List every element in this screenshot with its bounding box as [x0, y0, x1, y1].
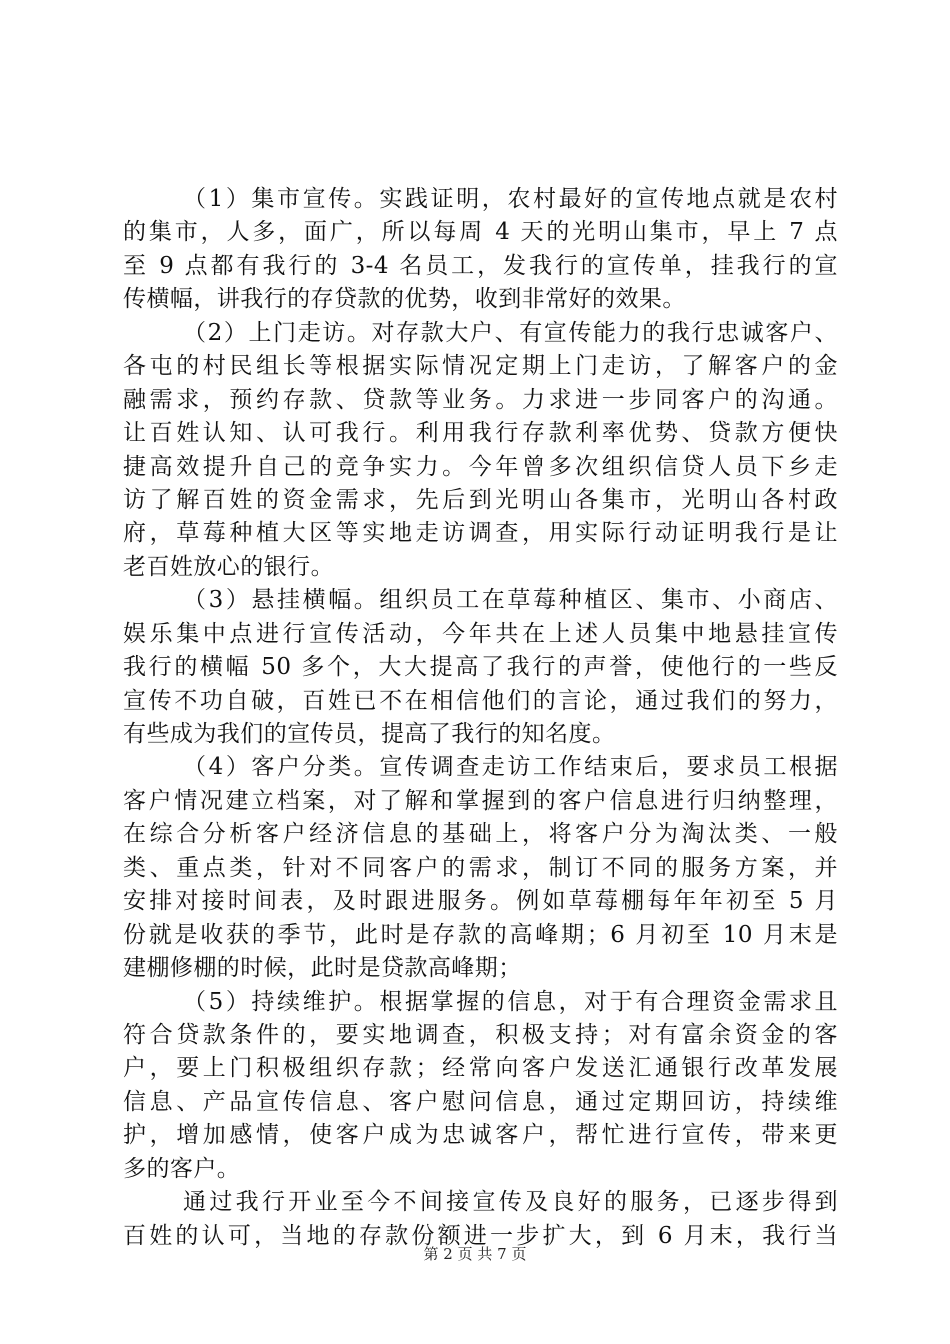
paragraph-5-line-2: 符合贷款条件的，要实地调查，积极支持；对有富余资金的客	[123, 1021, 838, 1048]
paragraph-2-line-5: 捷高效提升自己的竞争实力。今年曾多次组织信贷人员下乡走	[123, 453, 838, 480]
paragraph-5-line-4: 信息、产品宣传信息、客户慰问信息，通过定期回访，持续维	[123, 1088, 838, 1115]
paragraph-2-line-8: 老百姓放心的银行。	[123, 553, 335, 580]
paragraph-6-line-2: 百姓的认可，当地的存款份额进一步扩大，到 6 月末，我行当	[123, 1222, 838, 1249]
paragraph-2-line-7: 府，草莓种植大区等实地走访调查，用实际行动证明我行是让	[123, 520, 838, 547]
paragraph-3-line-4: 宣传不功自破，百姓已不在相信他们的言论，通过我们的努力，	[123, 687, 838, 714]
paragraph-3-line-5: 有些成为我们的宣传员，提高了我行的知名度。	[123, 721, 616, 747]
paragraph-4-line-4: 类、重点类，针对不同客户的需求，制订不同的服务方案，并	[123, 854, 838, 881]
paragraph-2-line-6: 访了解百姓的资金需求，先后到光明山各集市，光明山各村政	[123, 486, 838, 513]
paragraph-4-line-2: 客户情况建立档案，对了解和掌握到的客户信息进行归纳整理，	[123, 787, 838, 814]
paragraph-4-line-7: 建棚修棚的时候，此时是贷款高峰期；	[123, 955, 522, 982]
paragraph-4-line-3: 在综合分析客户经济信息的基础上，将客户分为淘汰类、一般	[123, 821, 838, 848]
paragraph-3-line-1: （3）悬挂横幅。组织员工在草莓种植区、集市、小商店、	[183, 587, 838, 614]
paragraph-5-line-3: 户，要上门积极组织存款；经常向客户发送汇通银行改革发展	[123, 1055, 838, 1082]
paragraph-2-line-2: 各屯的村民组长等根据实际情况定期上门走访，了解客户的金	[123, 353, 838, 380]
page-footer: 第 2 页 共 7 页	[423, 1245, 527, 1263]
paragraph-5-line-5: 护，增加感情，使客户成为忠诚客户，帮忙进行宣传，带来更	[123, 1122, 838, 1149]
paragraph-5-line-1: （5）持续维护。根据掌握的信息，对于有合理资金需求且	[183, 988, 838, 1015]
document-body	[123, 183, 838, 1253]
paragraph-1-line-4: 传横幅，讲我行的存贷款的优势，收到非常好的效果。	[123, 286, 686, 313]
paragraph-4-line-5: 安排对接时间表，及时跟进服务。例如草莓棚每年年初至 5 月	[123, 888, 838, 915]
paragraph-2-line-3: 融需求，预约存款、贷款等业务。力求进一步同客户的沟通。	[123, 386, 838, 413]
paragraph-5-line-6: 多的客户。	[123, 1155, 241, 1182]
paragraph-1-line-3: 至 9 点都有我行的 3-4 名员工，发我行的宣传单，挂我行的宣	[123, 252, 838, 279]
paragraph-4-line-1: （4）客户分类。宣传调查走访工作结束后，要求员工根据	[183, 754, 838, 781]
paragraph-3-line-3: 我行的横幅 50 多个，大大提高了我行的声誉，使他行的一些反	[123, 654, 838, 681]
paragraph-1-line-2: 的集市，人多，面广，所以每周 4 天的光明山集市，早上 7 点	[123, 219, 838, 246]
paragraph-2-line-4: 让百姓认知、认可我行。利用我行存款利率优势、贷款方便快	[123, 420, 838, 447]
paragraph-6-line-1: 通过我行开业至今不间接宣传及良好的服务，已逐步得到	[183, 1189, 838, 1216]
paragraph-4-line-6: 份就是收获的季节，此时是存款的高峰期；6 月初至 10 月末是	[123, 921, 838, 948]
paragraph-1-line-1: （1）集市宣传。实践证明，农村最好的宣传地点就是农村	[183, 186, 838, 212]
paragraph-3-line-2: 娱乐集中点进行宣传活动，今年共在上述人员集中地悬挂宣传	[123, 620, 838, 647]
paragraph-2-line-1: （2）上门走访。对存款大户、有宣传能力的我行忠诚客户、	[183, 319, 838, 346]
